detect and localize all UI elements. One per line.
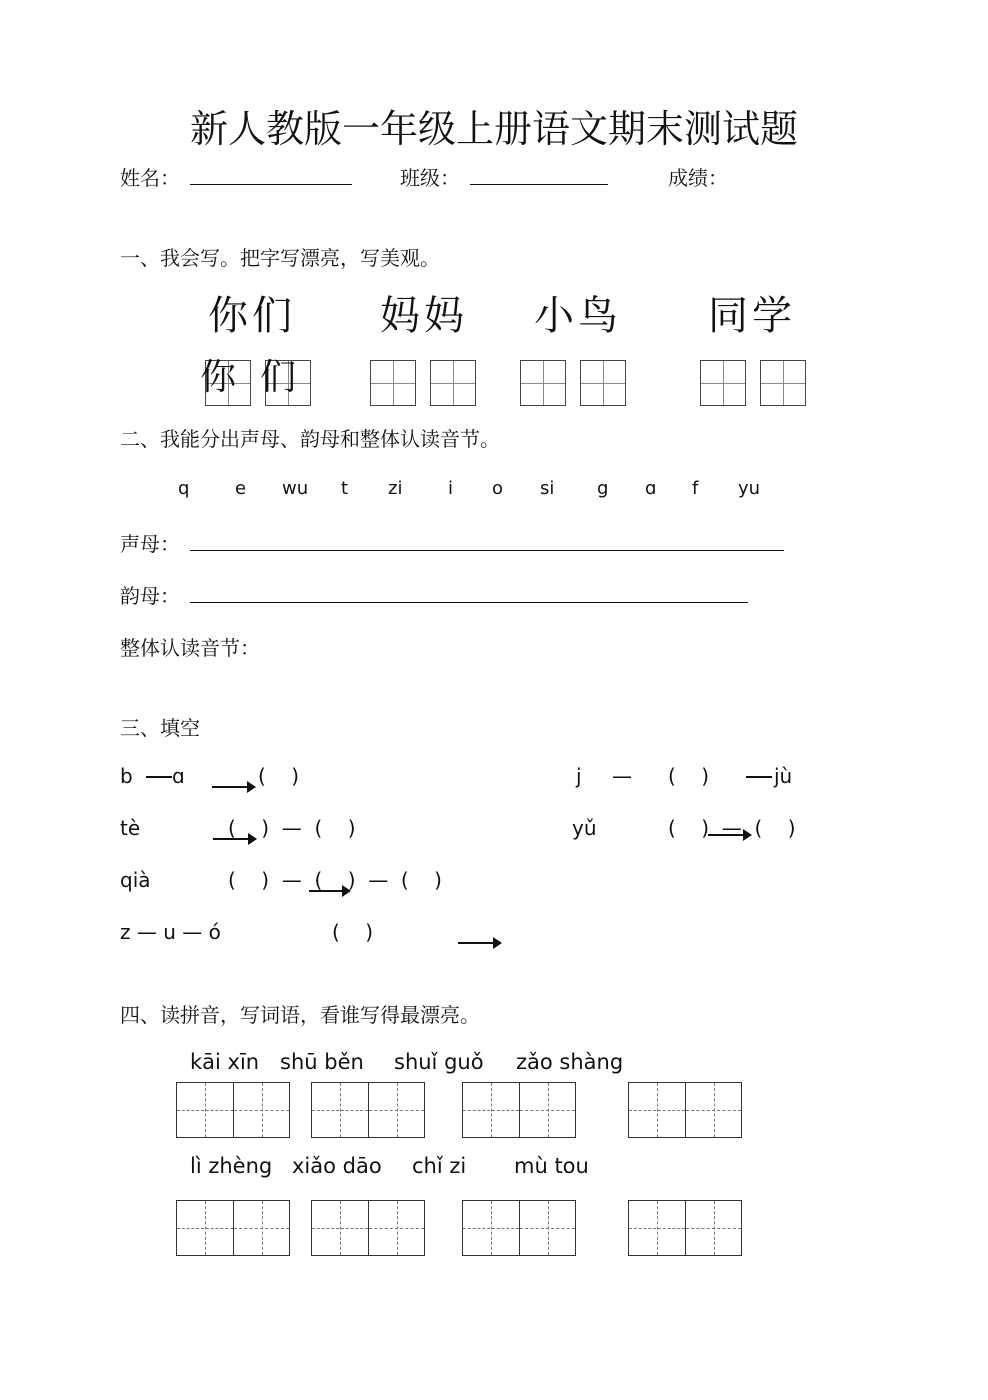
pinyin-letter: q	[178, 478, 190, 499]
writing-cell[interactable]	[312, 1083, 368, 1137]
pinyin-word: xiǎo dāo	[292, 1154, 382, 1178]
word-tongxue: 同学	[708, 293, 796, 339]
writing-cell[interactable]	[368, 1083, 424, 1137]
writing-box[interactable]	[628, 1082, 742, 1138]
pinyin-letter: zi	[388, 478, 403, 499]
writing-box[interactable]	[311, 1082, 425, 1138]
fill-r1-right-blank[interactable]: ( )	[668, 764, 710, 788]
fill-r1-right-j: j	[576, 764, 582, 788]
pinyin-letter: i	[448, 478, 454, 499]
finals-label: 韵母：	[120, 584, 180, 608]
score-label: 成绩：	[668, 166, 728, 190]
fill-r1-left-b: b	[120, 764, 133, 788]
pinyin-word: mù tou	[514, 1154, 589, 1178]
fill-r4-zuo: z — u — ó	[120, 920, 221, 944]
pinyin-letter: g	[597, 478, 609, 499]
writing-box[interactable]	[462, 1082, 576, 1138]
pinyin-word: chǐ zi	[412, 1154, 467, 1178]
initials-label: 声母：	[120, 532, 180, 556]
word-mama: 妈妈	[380, 293, 468, 339]
writing-box[interactable]	[311, 1200, 425, 1256]
fill-r1-right-dash: —	[612, 764, 632, 788]
pinyin-letter: yu	[738, 478, 761, 499]
writing-cell[interactable]	[519, 1201, 575, 1255]
class-label: 班级：	[400, 166, 460, 190]
pinyin-word: zǎo shàng	[516, 1050, 624, 1074]
writing-cell[interactable]	[463, 1083, 519, 1137]
fill-r1-right-ju: jù	[774, 764, 793, 788]
pinyin-letter: f	[692, 478, 699, 499]
writing-cell[interactable]	[519, 1083, 575, 1137]
pinyin-letter: ɑ	[645, 478, 657, 499]
traced-char-men: 们	[260, 357, 297, 398]
class-blank[interactable]	[470, 184, 608, 185]
fill-r2-left-te: tè	[120, 816, 141, 840]
arrow-icon	[458, 942, 500, 944]
fill-r1-left-a: ɑ	[172, 764, 185, 788]
pinyin-word: shuǐ guǒ	[394, 1050, 484, 1074]
fill-r3-blanks[interactable]: ( ) — ( ) — ( )	[228, 868, 442, 892]
pinyin-letter: wu	[282, 478, 309, 499]
writing-cell[interactable]	[233, 1201, 289, 1255]
tian-grid-6[interactable]	[580, 360, 626, 406]
pinyin-letter: e	[235, 478, 247, 499]
fill-r2-left-blanks[interactable]: ( ) — ( )	[228, 816, 356, 840]
pinyin-letter: t	[341, 478, 349, 499]
pinyin-word: lì zhèng	[190, 1154, 273, 1178]
pinyin-letter: si	[540, 478, 555, 499]
section3-heading: 三、填空	[120, 716, 200, 740]
whole-syllable-label: 整体认读音节：	[120, 636, 260, 660]
section4-heading: 四、读拼音，写词语，看谁写得最漂亮。	[120, 1003, 480, 1027]
writing-box[interactable]	[176, 1200, 290, 1256]
writing-cell[interactable]	[368, 1201, 424, 1255]
fill-r2-right-yu: yǔ	[572, 816, 597, 840]
writing-cell[interactable]	[629, 1083, 685, 1137]
writing-cell[interactable]	[685, 1201, 741, 1255]
word-xiaoniao: 小鸟	[534, 293, 622, 339]
fill-r2-right-blanks[interactable]: ( ) — ( )	[668, 816, 796, 840]
initials-blank[interactable]	[190, 550, 784, 551]
writing-box[interactable]	[176, 1082, 290, 1138]
tian-grid-1[interactable]	[200, 357, 251, 406]
pinyin-word: shū běn	[280, 1050, 364, 1074]
finals-blank[interactable]	[190, 602, 748, 603]
tian-grid-8[interactable]	[760, 360, 806, 406]
pinyin-word: kāi xīn	[190, 1050, 260, 1074]
tian-grid-5[interactable]	[520, 360, 566, 406]
fill-r4-blank[interactable]: ( )	[332, 920, 374, 944]
fill-r1-left-blank[interactable]: ( )	[258, 764, 300, 788]
word-nimen: 你们	[208, 293, 296, 339]
pinyin-letter: o	[492, 478, 504, 499]
dash-line	[746, 776, 772, 778]
dash-line	[146, 776, 172, 778]
writing-cell[interactable]	[685, 1083, 741, 1137]
name-label: 姓名：	[120, 166, 180, 190]
writing-cell[interactable]	[312, 1201, 368, 1255]
name-blank[interactable]	[190, 184, 352, 185]
section1-heading: 一、我会写。把字写漂亮，写美观。	[120, 246, 440, 270]
section2-heading: 二、我能分出声母、韵母和整体认读音节。	[120, 427, 500, 451]
writing-cell[interactable]	[463, 1201, 519, 1255]
tian-grid-4[interactable]	[430, 360, 476, 406]
writing-box[interactable]	[628, 1200, 742, 1256]
writing-cell[interactable]	[177, 1083, 233, 1137]
writing-cell[interactable]	[629, 1201, 685, 1255]
writing-box[interactable]	[462, 1200, 576, 1256]
tian-grid-3[interactable]	[370, 360, 416, 406]
writing-cell[interactable]	[233, 1083, 289, 1137]
tian-grid-7[interactable]	[700, 360, 746, 406]
traced-char-ni: 你	[200, 357, 237, 398]
writing-cell[interactable]	[177, 1201, 233, 1255]
fill-r3-qia: qià	[120, 868, 151, 892]
tian-grid-2[interactable]	[260, 357, 311, 406]
page-title: 新人教版一年级上册语文期末测试题	[189, 107, 798, 151]
arrow-icon	[212, 786, 254, 788]
